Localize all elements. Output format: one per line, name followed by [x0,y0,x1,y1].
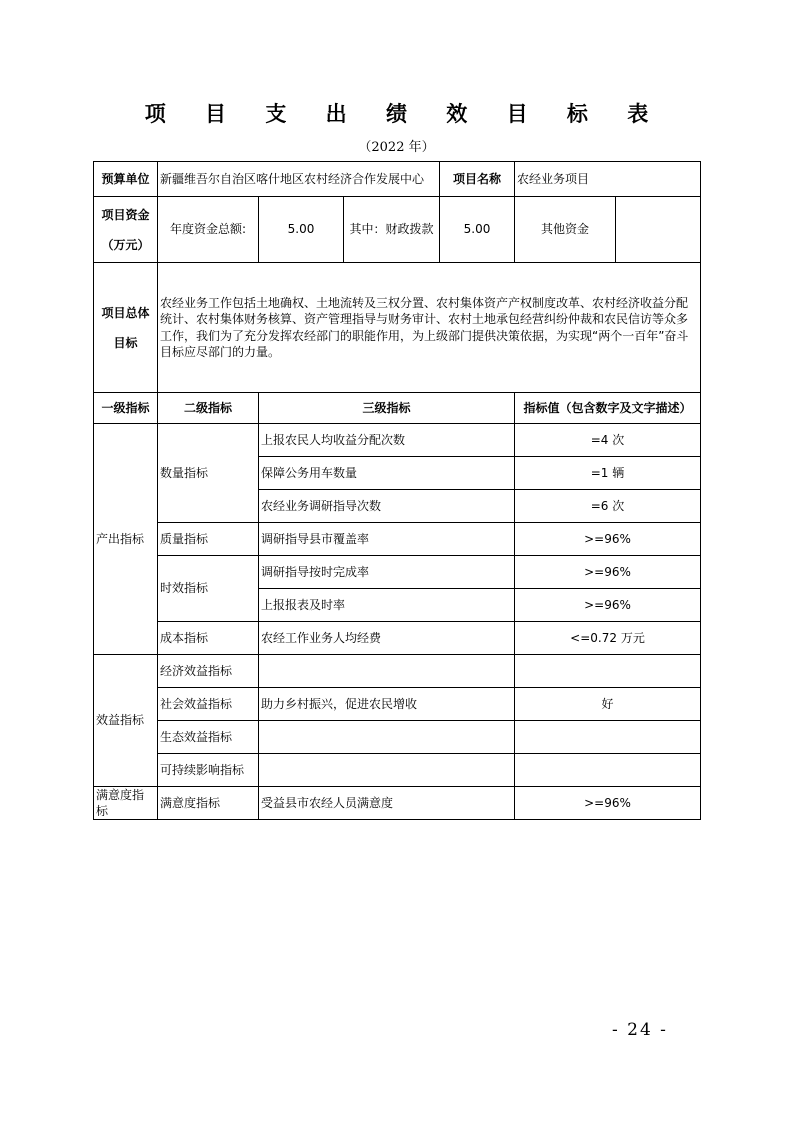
indicator-value [515,721,701,754]
funds-row [94,197,701,263]
indicator-value: >=96% [515,556,701,589]
table-row [94,688,701,721]
indicator-value: =4 次 [515,424,701,457]
quantity-indicator: 数量指标 [158,424,259,523]
indicator-name: 受益县市农经人员满意度 [259,787,515,820]
indicator-value: 好 [515,688,701,721]
performance-table [93,161,701,820]
table-row [94,655,701,688]
indicator-value: =6 次 [515,490,701,523]
other-funds-label: 其他资金 [515,197,616,263]
timeliness-indicator: 时效指标 [158,556,259,622]
header-row [94,162,701,197]
indicator-name [259,655,515,688]
funds-label-line1: 项目资金 [101,207,150,222]
col-level2-header: 二级指标 [158,393,259,424]
table-row [94,721,701,754]
page-number: - 24 - [612,1020,668,1040]
indicator-name: 上报报表及时率 [259,589,515,622]
column-header-row [94,393,701,424]
indicator-name [259,721,515,754]
fiscal-label: 其中：财政拨款 [344,197,440,263]
table-row [94,622,701,655]
indicator-name: 上报农民人均收益分配次数 [259,424,515,457]
budget-unit-label: 预算单位 [94,162,158,197]
annual-total-label: 年度资金总额: [158,197,259,263]
project-name-value: 农经业务项目 [515,162,701,197]
goal-row [94,263,701,393]
sustainable-indicator: 可持续影响指标 [158,754,259,787]
ecological-indicator: 生态效益指标 [158,721,259,754]
col-level3-header: 三级指标 [259,393,515,424]
social-indicator: 社会效益指标 [158,688,259,721]
other-funds-value [616,197,701,263]
indicator-name: 调研指导县市覆盖率 [259,523,515,556]
fiscal-value: 5.00 [440,197,515,263]
project-name-label: 项目名称 [440,162,515,197]
indicator-name [259,754,515,787]
benefit-level1: 效益指标 [94,655,158,787]
goal-label: 项目总体目标 [94,263,158,393]
page-title: 项 目 支 出 绩 效 目 标 表 [144,102,665,126]
indicator-name: 保障公务用车数量 [259,457,515,490]
col-level1-header: 一级指标 [94,393,158,424]
annual-total-value: 5.00 [259,197,344,263]
funds-label-line2: （万元） [101,237,150,252]
indicator-value: <=0.72 万元 [515,622,701,655]
indicator-name: 农经工作业务人均经费 [259,622,515,655]
satisfaction-level1: 满意度指标 [94,787,158,820]
indicator-value [515,655,701,688]
table-row [94,523,701,556]
table-row [94,424,701,457]
satisfaction-indicator: 满意度指标 [158,787,259,820]
cost-indicator: 成本指标 [158,622,259,655]
year-label: （2022 年） [358,140,435,155]
budget-unit-value: 新疆维吾尔自治区喀什地区农村经济合作发展中心 [158,162,440,197]
indicator-name: 助力乡村振兴，促进农民增收 [259,688,515,721]
output-level1: 产出指标 [94,424,158,655]
economic-indicator: 经济效益指标 [158,655,259,688]
table-row [94,754,701,787]
funds-label [94,197,158,263]
quality-indicator: 质量指标 [158,523,259,556]
indicator-value: =1 辆 [515,457,701,490]
indicator-value [515,754,701,787]
indicator-value: >=96% [515,523,701,556]
col-value-header: 指标值（包含数字及文字描述） [515,393,701,424]
indicator-name: 调研指导按时完成率 [259,556,515,589]
table-row [94,787,701,820]
goal-text: 农经业务工作包括土地确权、土地流转及三权分置、农村集体资产产权制度改革、农村经济收益分配统计、农村集体财务核算、资产管理指导与财务审计、农村土地承包经营纠纷仲裁和农民信访等众多工作，我们为了充分发挥农经部门的职能作用，为上级部门提供决策依据，为实现“两个一百年”奋斗目标应尽部门的力量。 [158,263,701,393]
indicator-value: >=96% [515,589,701,622]
indicator-value: >=96% [515,787,701,820]
table-row [94,556,701,589]
indicator-name: 农经业务调研指导次数 [259,490,515,523]
